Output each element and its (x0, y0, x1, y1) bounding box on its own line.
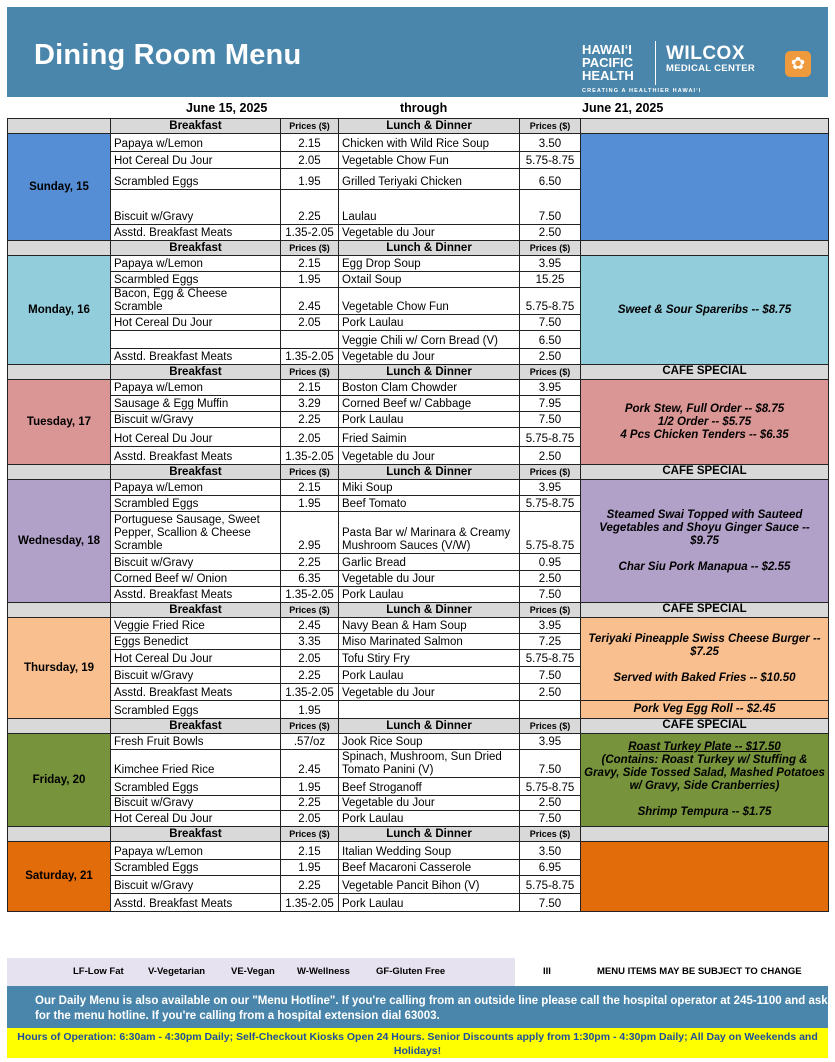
lunch-price: 7.50 (520, 811, 581, 827)
lunch-dinner-header: Lunch & Dinner (339, 465, 520, 480)
special-item: Teriyaki Pineapple Swiss Cheese Burger -- $7.25 (588, 633, 821, 658)
lunch-item (339, 701, 520, 719)
breakfast-price: .57/oz (281, 734, 339, 750)
breakfast-item: Asstd. Breakfast Meats (111, 587, 281, 603)
wilcox-logo: WILCOX MEDICAL CENTER (666, 43, 755, 74)
breakfast-item: Biscuit w/Gravy (111, 796, 281, 811)
day-label: Sunday, 15 (8, 134, 111, 241)
lunch-item: Grilled Teriyaki Chicken (339, 169, 520, 190)
lunch-price: 3.95 (520, 480, 581, 496)
lunch-price: 5.75-8.75 (520, 152, 581, 169)
lunch-item: Egg Drop Soup (339, 256, 520, 272)
lunch-price: 3.50 (520, 842, 581, 860)
breakfast-header: Breakfast (111, 719, 281, 734)
legend-separator: III (543, 966, 551, 977)
cafe-special (581, 480, 829, 603)
breakfast-price: 1.95 (281, 169, 339, 190)
lunch-item: Pork Laulau (339, 667, 520, 684)
section-header-row (8, 719, 829, 734)
breakfast-price: 2.15 (281, 480, 339, 496)
prices-header: Prices ($) (520, 465, 581, 480)
cafe-special-header (581, 119, 829, 134)
lunch-item: Pork Laulau (339, 315, 520, 331)
lunch-item: Tofu Stiry Fry (339, 650, 520, 667)
legend-item: V-Vegetarian (148, 966, 206, 977)
header-spacer (8, 365, 111, 380)
prices-header: Prices ($) (281, 603, 339, 618)
lunch-dinner-header: Lunch & Dinner (339, 603, 520, 618)
section-header-row (8, 241, 829, 256)
special-item: Sweet & Sour Spareribs -- $8.75 (617, 303, 792, 316)
breakfast-item: Bacon, Egg & Cheese Scramble (111, 288, 281, 315)
logo-tagline: CREATING A HEALTHIER HAWAIʻI (582, 88, 702, 94)
lunch-price: 2.50 (520, 349, 581, 365)
page-title: Dining Room Menu (34, 39, 302, 71)
lunch-price: 5.75-8.75 (520, 778, 581, 796)
lunch-price: 2.50 (520, 571, 581, 587)
breakfast-price: 6.35 (281, 571, 339, 587)
breakfast-item: Asstd. Breakfast Meats (111, 225, 281, 241)
breakfast-item: Scarmbled Eggs (111, 272, 281, 288)
legend-item: W-Wellness (297, 966, 350, 977)
breakfast-item: Biscuit w/Gravy (111, 190, 281, 225)
breakfast-price: 2.45 (281, 618, 339, 634)
lunch-item: Veggie Chili w/ Corn Bread (V) (339, 331, 520, 349)
breakfast-price: 1.35-2.05 (281, 587, 339, 603)
prices-header: Prices ($) (281, 827, 339, 842)
lunch-price: 3.95 (520, 734, 581, 750)
lunch-price: 7.50 (520, 190, 581, 225)
day-label: Monday, 16 (8, 256, 111, 365)
lunch-item: Vegetable Chow Fun (339, 152, 520, 169)
cafe-special-header (581, 827, 829, 842)
section-header-row (8, 119, 829, 134)
breakfast-price (281, 331, 339, 349)
breakfast-item: Papaya w/Lemon (111, 256, 281, 272)
header-spacer (8, 603, 111, 618)
lunch-price: 5.75-8.75 (520, 650, 581, 667)
breakfast-header: Breakfast (111, 119, 281, 134)
lunch-item: Vegetable du Jour (339, 796, 520, 811)
lunch-item: Navy Bean & Ham Soup (339, 618, 520, 634)
cafe-special-header: CAFÉ SPECIAL (581, 365, 829, 380)
lunch-item: Chicken with Wild Rice Soup (339, 134, 520, 152)
cafe-special (581, 256, 829, 365)
menu-row (8, 256, 829, 272)
lunch-price: 7.50 (520, 587, 581, 603)
cafe-special (581, 618, 829, 701)
breakfast-price: 2.05 (281, 811, 339, 827)
prices-header: Prices ($) (520, 365, 581, 380)
lunch-item: Pork Laulau (339, 412, 520, 428)
breakfast-item: Biscuit w/Gravy (111, 554, 281, 571)
breakfast-price: 2.05 (281, 152, 339, 169)
lunch-price: 3.95 (520, 618, 581, 634)
prices-header: Prices ($) (281, 719, 339, 734)
flower-logo-icon: ✿ (785, 51, 811, 77)
lunch-item: Vegetable du Jour (339, 447, 520, 465)
cafe-special-header: CAFÉ SPECIAL (581, 719, 829, 734)
menu-row (8, 734, 829, 750)
day-label: Wednesday, 18 (8, 480, 111, 603)
cafe-special-header: CAFÉ SPECIAL (581, 603, 829, 618)
menu-row (8, 618, 829, 634)
breakfast-item: Hot Cereal Du Jour (111, 428, 281, 447)
change-notice: MENU ITEMS MAY BE SUBJECT TO CHANGE (597, 966, 802, 977)
lunch-item: Vegetable du Jour (339, 225, 520, 241)
breakfast-price: 2.25 (281, 412, 339, 428)
breakfast-price: 1.35-2.05 (281, 894, 339, 912)
section-header-row (8, 365, 829, 380)
breakfast-item: Asstd. Breakfast Meats (111, 349, 281, 365)
breakfast-price: 2.45 (281, 288, 339, 315)
day-label: Friday, 20 (8, 734, 111, 827)
breakfast-price: 2.05 (281, 315, 339, 331)
hours-of-operation: Hours of Operation: 6:30am - 4:30pm Daily; Self-Checkout Kiosks Open 24 Hours. Senior Discounts apply from 1:30pm - 4:30pm Daily; All Day on Weekends and Holidays! (7, 1028, 828, 1058)
lunch-price: 7.50 (520, 412, 581, 428)
lunch-price: 5.75-8.75 (520, 428, 581, 447)
menu-row (8, 701, 829, 719)
lunch-price: 3.95 (520, 380, 581, 396)
breakfast-price: 2.15 (281, 256, 339, 272)
lunch-price: 7.25 (520, 634, 581, 650)
logo-divider (655, 41, 656, 85)
breakfast-price: 1.95 (281, 701, 339, 719)
lunch-price: 5.75-8.75 (520, 876, 581, 894)
prices-header: Prices ($) (520, 241, 581, 256)
header-spacer (8, 119, 111, 134)
lunch-price: 15.25 (520, 272, 581, 288)
hawaii-pacific-health-logo: HAWAIʻI PACIFIC HEALTH (582, 42, 634, 83)
breakfast-item: Papaya w/Lemon (111, 842, 281, 860)
breakfast-item: Asstd. Breakfast Meats (111, 894, 281, 912)
prices-header: Prices ($) (281, 241, 339, 256)
special-item: Served with Baked Fries -- $10.50 (613, 672, 796, 684)
lunch-item: Corned Beef w/ Cabbage (339, 396, 520, 412)
breakfast-price: 2.25 (281, 554, 339, 571)
lunch-item: Jook Rice Soup (339, 734, 520, 750)
through-label: through (400, 101, 448, 115)
lunch-item: Vegetable du Jour (339, 349, 520, 365)
lunch-item: Garlic Bread (339, 554, 520, 571)
header-spacer (8, 465, 111, 480)
breakfast-price: 1.95 (281, 778, 339, 796)
legend-item: LF-Low Fat (73, 966, 124, 977)
cafe-special (581, 734, 829, 827)
lunch-dinner-header: Lunch & Dinner (339, 719, 520, 734)
breakfast-price: 2.25 (281, 876, 339, 894)
breakfast-price: 2.25 (281, 667, 339, 684)
lunch-item: Vegetable du Jour (339, 684, 520, 701)
lunch-item: Pork Laulau (339, 587, 520, 603)
lunch-price: 3.50 (520, 134, 581, 152)
header-spacer (8, 241, 111, 256)
start-date: June 15, 2025 (186, 101, 268, 115)
lunch-price: 5.75-8.75 (520, 512, 581, 554)
breakfast-item: Scrambled Eggs (111, 496, 281, 512)
lunch-price: 6.50 (520, 169, 581, 190)
special-item: 1/2 Order -- $5.75 (657, 415, 752, 428)
breakfast-header: Breakfast (111, 365, 281, 380)
breakfast-price: 2.25 (281, 190, 339, 225)
menu-row (8, 380, 829, 396)
lunch-item: Oxtail Soup (339, 272, 520, 288)
prices-header: Prices ($) (520, 719, 581, 734)
breakfast-item: Hot Cereal Du Jour (111, 811, 281, 827)
menu-hotline-note: Our Daily Menu is also available on our "Menu Hotline". If you're calling from an outside line please call the hospital operator at 245-1100 and ask for the menu hotline. If you're calling from a hospital extension dial 63003. (7, 986, 828, 1028)
lunch-dinner-header: Lunch & Dinner (339, 827, 520, 842)
prices-header: Prices ($) (520, 827, 581, 842)
breakfast-header: Breakfast (111, 603, 281, 618)
breakfast-item: Scrambled Eggs (111, 169, 281, 190)
breakfast-item: Papaya w/Lemon (111, 480, 281, 496)
end-date: June 21, 2025 (582, 101, 664, 115)
breakfast-item (111, 331, 281, 349)
breakfast-item: Papaya w/Lemon (111, 134, 281, 152)
day-label: Thursday, 19 (8, 618, 111, 719)
breakfast-item: Fresh Fruit Bowls (111, 734, 281, 750)
breakfast-price: 2.15 (281, 134, 339, 152)
lunch-price: 6.50 (520, 331, 581, 349)
lunch-price: 7.50 (520, 750, 581, 778)
lunch-price: 7.50 (520, 315, 581, 331)
section-header-row (8, 465, 829, 480)
lunch-item: Fried Saimin (339, 428, 520, 447)
lunch-price: 7.50 (520, 894, 581, 912)
lunch-price: 5.75-8.75 (520, 288, 581, 315)
lunch-item: Boston Clam Chowder (339, 380, 520, 396)
breakfast-price: 1.35-2.05 (281, 684, 339, 701)
cafe-special-header: CAFÉ SPECIAL (581, 465, 829, 480)
breakfast-header: Breakfast (111, 465, 281, 480)
lunch-item: Italian Wedding Soup (339, 842, 520, 860)
lunch-item: Laulau (339, 190, 520, 225)
cafe-special-header (581, 241, 829, 256)
breakfast-price: 2.45 (281, 750, 339, 778)
breakfast-item: Scrambled Eggs (111, 778, 281, 796)
header-spacer (8, 719, 111, 734)
breakfast-price: 1.95 (281, 860, 339, 876)
breakfast-price: 1.35-2.05 (281, 447, 339, 465)
lunch-dinner-header: Lunch & Dinner (339, 365, 520, 380)
breakfast-item: Kimchee Fried Rice (111, 750, 281, 778)
special-title: Roast Turkey Plate -- $17.50 (628, 741, 781, 753)
lunch-dinner-header: Lunch & Dinner (339, 119, 520, 134)
lunch-price: 3.95 (520, 256, 581, 272)
breakfast-price: 1.35-2.05 (281, 225, 339, 241)
prices-header: Prices ($) (520, 119, 581, 134)
breakfast-item: Biscuit w/Gravy (111, 876, 281, 894)
cafe-special-extra: Pork Veg Egg Roll -- $2.45 (581, 701, 829, 719)
day-label: Tuesday, 17 (8, 380, 111, 465)
lunch-item: Pork Laulau (339, 811, 520, 827)
breakfast-price: 1.95 (281, 272, 339, 288)
breakfast-price: 2.15 (281, 842, 339, 860)
special-item: Pork Stew, Full Order -- $8.75 (624, 402, 785, 415)
breakfast-item: Sausage & Egg Muffin (111, 396, 281, 412)
breakfast-item: Eggs Benedict (111, 634, 281, 650)
breakfast-item: Papaya w/Lemon (111, 380, 281, 396)
section-header-row (8, 603, 829, 618)
lunch-price: 6.95 (520, 860, 581, 876)
breakfast-price: 3.35 (281, 634, 339, 650)
lunch-price: 5.75-8.75 (520, 496, 581, 512)
prices-header: Prices ($) (281, 119, 339, 134)
lunch-price: 2.50 (520, 796, 581, 811)
breakfast-item: Hot Cereal Du Jour (111, 650, 281, 667)
page-header (7, 7, 828, 97)
menu-table (7, 118, 829, 912)
lunch-item: Spinach, Mushroom, Sun Dried Tomato Panini (V) (339, 750, 520, 778)
cafe-special (581, 134, 829, 241)
day-label: Saturday, 21 (8, 842, 111, 912)
special-item: Steamed Swai Topped with Sauteed Vegetables and Shoyu Ginger Sauce -- $9.75 (599, 508, 810, 547)
breakfast-price: 3.29 (281, 396, 339, 412)
prices-header: Prices ($) (281, 365, 339, 380)
breakfast-item: Veggie Fried Rice (111, 618, 281, 634)
prices-header: Prices ($) (281, 465, 339, 480)
cafe-special (581, 842, 829, 912)
legend-bar (7, 958, 828, 986)
breakfast-price: 2.25 (281, 796, 339, 811)
special-item: Char Siu Pork Manapua -- $2.55 (618, 560, 791, 573)
breakfast-item: Portuguese Sausage, Sweet Pepper, Scallion & Cheese Scramble (111, 512, 281, 554)
lunch-price: 2.50 (520, 225, 581, 241)
breakfast-item: Asstd. Breakfast Meats (111, 447, 281, 465)
header-spacer (8, 827, 111, 842)
breakfast-item: Corned Beef w/ Onion (111, 571, 281, 587)
special-item: 4 Pcs Chicken Tenders -- $6.35 (620, 428, 789, 441)
breakfast-item: Biscuit w/Gravy (111, 412, 281, 428)
lunch-item: Vegetable Pancit Bihon (V) (339, 876, 520, 894)
breakfast-item: Hot Cereal Du Jour (111, 152, 281, 169)
menu-row (8, 480, 829, 496)
lunch-item: Vegetable du Jour (339, 571, 520, 587)
section-header-row (8, 827, 829, 842)
breakfast-price: 2.95 (281, 512, 339, 554)
breakfast-price: 2.05 (281, 650, 339, 667)
lunch-price: 2.50 (520, 447, 581, 465)
lunch-price: 2.50 (520, 684, 581, 701)
lunch-price: 7.50 (520, 667, 581, 684)
special-item: Shrimp Tempura -- $1.75 (637, 806, 772, 818)
lunch-item: Pork Laulau (339, 894, 520, 912)
breakfast-price: 2.15 (281, 380, 339, 396)
breakfast-item: Asstd. Breakfast Meats (111, 684, 281, 701)
lunch-price (520, 701, 581, 719)
lunch-item: Vegetable Chow Fun (339, 288, 520, 315)
breakfast-item: Scrambled Eggs (111, 860, 281, 876)
prices-header: Prices ($) (520, 603, 581, 618)
lunch-item: Beef Tomato (339, 496, 520, 512)
lunch-price: 7.95 (520, 396, 581, 412)
breakfast-header: Breakfast (111, 241, 281, 256)
breakfast-item: Scrambled Eggs (111, 701, 281, 719)
breakfast-price: 1.95 (281, 496, 339, 512)
breakfast-item: Biscuit w/Gravy (111, 667, 281, 684)
breakfast-item: Hot Cereal Du Jour (111, 315, 281, 331)
legend-item: VE-Vegan (231, 966, 275, 977)
lunch-price: 0.95 (520, 554, 581, 571)
lunch-item: Pasta Bar w/ Marinara & Creamy Mushroom Sauces (V/W) (339, 512, 520, 554)
breakfast-price: 1.35-2.05 (281, 349, 339, 365)
lunch-item: Miso Marinated Salmon (339, 634, 520, 650)
special-item: (Contains: Roast Turkey w/ Stuffing & Gravy, Side Tossed Salad, Mashed Potatoes w/ Gravy, Side Cranberries) (584, 754, 825, 792)
lunch-item: Beef Stroganoff (339, 778, 520, 796)
lunch-item: Miki Soup (339, 480, 520, 496)
date-range (7, 97, 828, 118)
lunch-dinner-header: Lunch & Dinner (339, 241, 520, 256)
breakfast-price: 2.05 (281, 428, 339, 447)
menu-row (8, 842, 829, 860)
cafe-special (581, 380, 829, 465)
breakfast-header: Breakfast (111, 827, 281, 842)
lunch-item: Beef Macaroni Casserole (339, 860, 520, 876)
menu-row (8, 134, 829, 152)
legend-item: GF-Gluten Free (376, 966, 446, 977)
